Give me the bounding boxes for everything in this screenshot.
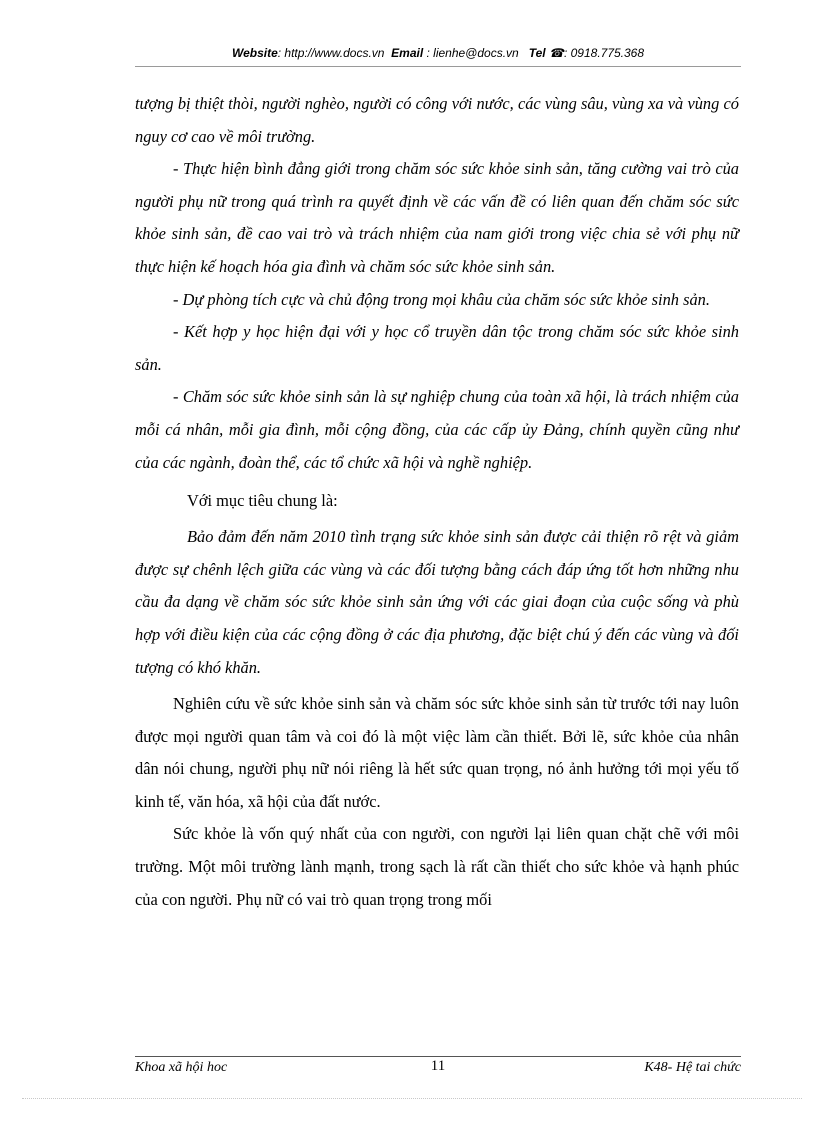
paragraph-1: tượng bị thiệt thòi, người nghèo, người có công với nước, các vùng sâu, vùng xa và vùng có nguy cơ cao về môi trường. [135,94,739,146]
paragraph-6: Bảo đảm đến năm 2010 tình trạng sức khỏe sinh sản được cải thiện rõ rệt và giảm được sự chênh lệch giữa các vùng và các đối tượng bằng cách đáp ứng tốt hơn những nhu cầu đa dạng về chăm sóc sức khỏe sinh sản ứng với các giai đoạn của cuộc sống và phù hợp với điều kiện của các cộng đồng ở các địa phương, đặc biệt chú ý đến các vùng và đối tượng có khó khăn. [135,527,739,677]
document-body [135,88,739,916]
footer-divider [135,1056,741,1057]
tel-label: Tel [528,46,546,60]
tel-value: : 0918.775.368 [563,46,645,60]
website-label: Website [231,46,278,60]
page-header [135,46,741,60]
footer-faculty: Khoa xã hội hoc [135,1060,228,1075]
email-value: : lienhe@docs.vn [423,46,519,60]
paragraph-2: - Thực hiện bình đẳng giới trong chăm sóc sức khỏe sinh sản, tăng cường vai trò của người phụ nữ trong quá trình ra quyết định về các vấn đề có liên quan đến chăm sóc sức khỏe sinh sản, đề cao vai trò và trách nhiệm của nam giới trong việc chia sẻ với phụ nữ thực hiện kế hoạch hóa gia đình và chăm sóc sức khỏe sinh sản. [135,159,739,276]
page-footer [135,1058,741,1082]
email-label: Email [391,46,424,60]
page-edge [22,1098,802,1099]
header-divider [135,66,741,67]
website-value: : http://www.docs.vn [277,46,385,60]
paragraph-4: - Kết hợp y học hiện đại với y học cổ truyền dân tộc trong chăm sóc sức khỏe sinh sản. [135,322,739,374]
footer-class: K48- Hệ tai chức [644,1060,741,1075]
paragraph-7: Nghiên cứu về sức khỏe sinh sản và chăm sóc sức khỏe sinh sản từ trước tới nay luôn được mọi người quan tâm và coi đó là một việc làm cần thiết. Bởi lẽ, sức khỏe của nhân dân nói chung, người phụ nữ nói riêng là hết sức quan trọng, nó ảnh hưởng tới mọi yếu tố kinh tế, văn hóa, xã hội của đất nước. [135,694,739,811]
goal-label: Với mục tiêu chung là: [187,491,338,511]
paragraph-8: Sức khỏe là vốn quý nhất của con người, con người lại liên quan chặt chẽ với môi trường. Một môi trường lành mạnh, trong sạch là rất cần thiết cho sức khỏe và hạnh phúc của con người. Phụ nữ có vai trò quan trọng trong mối [135,824,739,909]
paragraph-3: - Dự phòng tích cực và chủ động trong mọi khâu của chăm sóc sức khỏe sinh sản. [173,289,710,309]
phone-icon: ☎ [549,46,564,60]
page-number: 11 [430,1058,446,1074]
paragraph-5: - Chăm sóc sức khỏe sinh sản là sự nghiệp chung của toàn xã hội, là trách nhiệm của mỗi cá nhân, mỗi gia đình, mỗi cộng đồng, của các cấp ủy Đảng, chính quyền cũng như của các ngành, đoàn thể, các tổ chức xã hội và nghề nghiệp. [135,387,739,472]
